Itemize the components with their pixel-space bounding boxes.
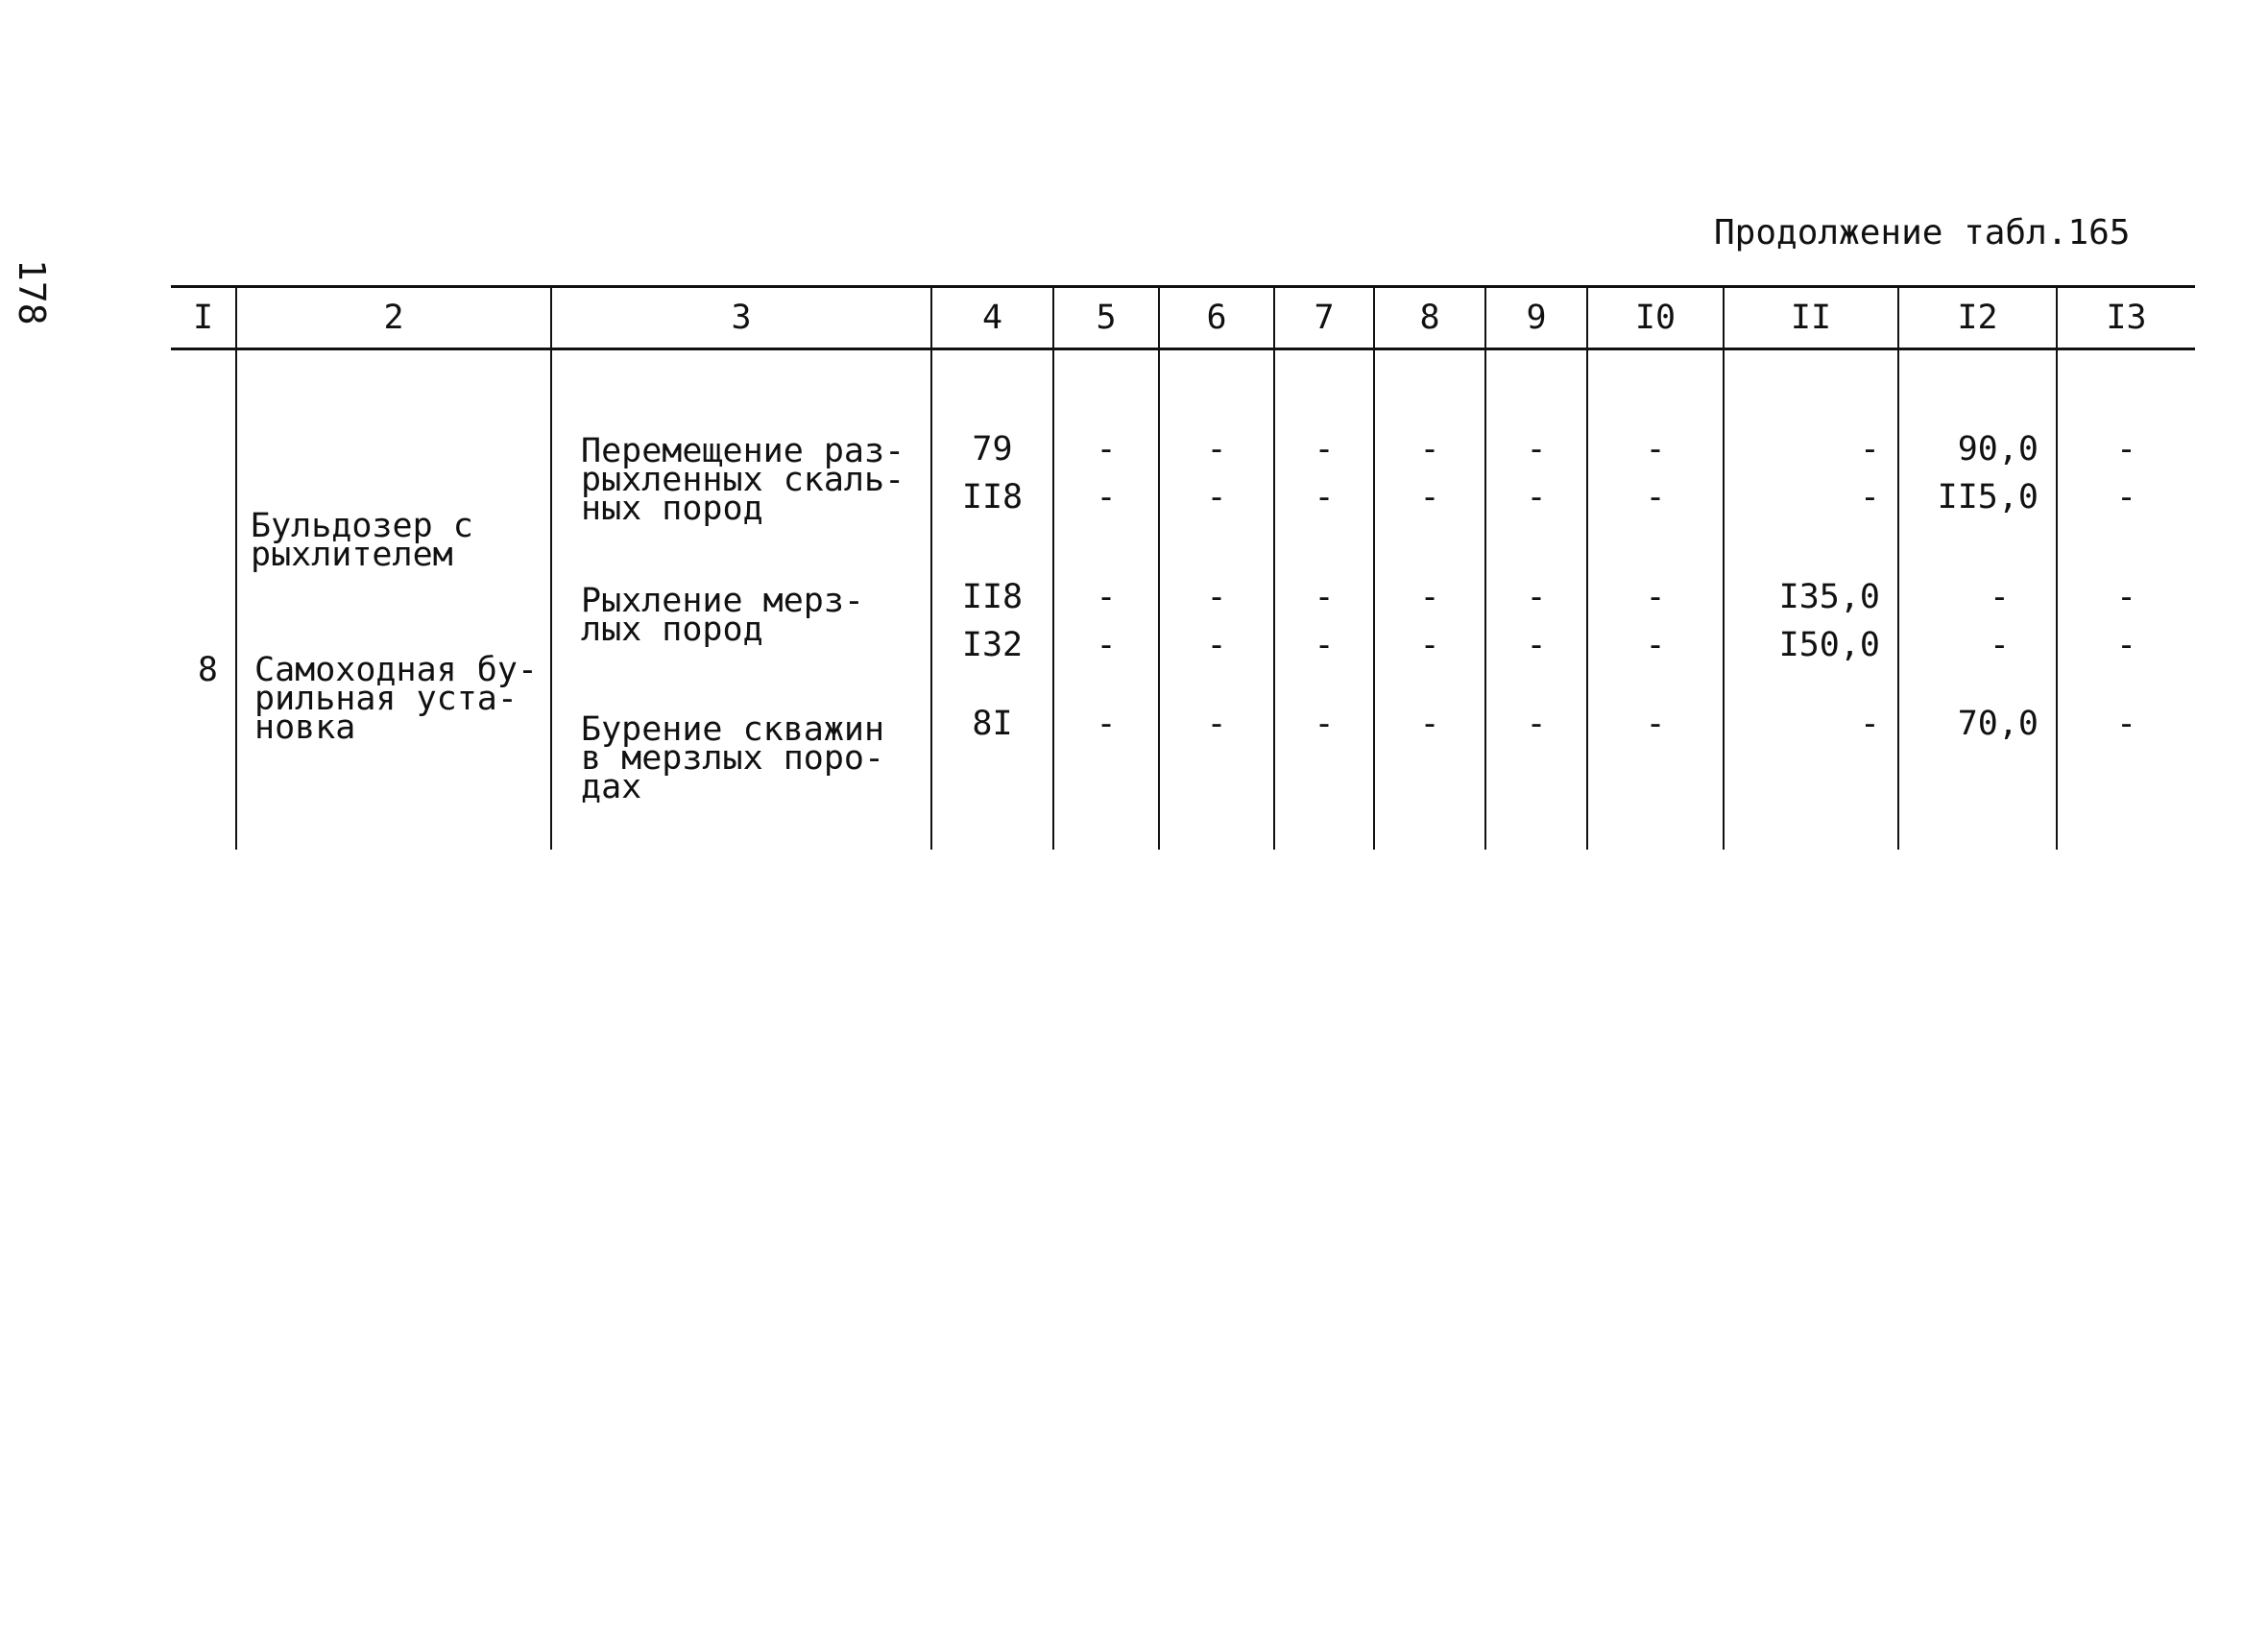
- value-cell: -: [1989, 626, 2010, 664]
- value-cell: I35,0: [1778, 578, 1880, 616]
- value-cell: -: [1314, 626, 1335, 664]
- column-header-7: 7: [1274, 287, 1374, 349]
- value-cell: -: [1096, 705, 1117, 743]
- value-cell: -: [1206, 478, 1227, 516]
- value-cell: II5,0: [1937, 478, 2039, 516]
- value-cell: I50,0: [1778, 626, 1880, 664]
- value-cell: -: [2115, 705, 2137, 743]
- column-header-3: 3: [551, 287, 931, 349]
- table-body-row: [171, 349, 2195, 851]
- column-4-cell: [931, 349, 1053, 851]
- table-continuation-caption: Продолжение табл.165: [1714, 213, 2131, 252]
- column-header-10: I0: [1587, 287, 1724, 349]
- value-cell: I32: [961, 626, 1024, 664]
- column-header-9: 9: [1485, 287, 1587, 349]
- value-cell: -: [1526, 578, 1547, 616]
- column-9-cell: [1485, 349, 1587, 851]
- machine-name: Самоходная бу- рильная уста- новка: [254, 651, 539, 747]
- column-11-cell: [1724, 349, 1898, 851]
- value-cell: -: [1645, 430, 1666, 468]
- value-cell: -: [1096, 478, 1117, 516]
- value-cell: -: [1526, 626, 1547, 664]
- column-5-cell: [1053, 349, 1159, 851]
- value-cell: -: [2115, 478, 2137, 516]
- value-cell: -: [1314, 578, 1335, 616]
- value-cell: -: [2115, 430, 2137, 468]
- value-cell: -: [1096, 430, 1117, 468]
- value-cell: -: [1419, 478, 1440, 516]
- value-cell: -: [1526, 478, 1547, 516]
- column-header-6: 6: [1159, 287, 1274, 349]
- value-cell: -: [1419, 626, 1440, 664]
- column-header-12: I2: [1898, 287, 2057, 349]
- column-header-8: 8: [1374, 287, 1485, 349]
- value-cell: -: [1419, 430, 1440, 468]
- column-header-11: II: [1724, 287, 1898, 349]
- value-cell: -: [1645, 578, 1666, 616]
- column-10-cell: [1587, 349, 1724, 851]
- column-header-2: 2: [236, 287, 551, 349]
- value-cell: -: [1314, 430, 1335, 468]
- value-cell: -: [1645, 626, 1666, 664]
- data-table: [171, 285, 2195, 850]
- value-cell: -: [1526, 705, 1547, 743]
- column-7-cell: [1274, 349, 1374, 851]
- column-header-13: I3: [2057, 287, 2195, 349]
- value-cell: -: [1989, 578, 2010, 616]
- value-cell: -: [1419, 578, 1440, 616]
- column-6-cell: [1159, 349, 1274, 851]
- value-cell: -: [1096, 578, 1117, 616]
- column-12-cell: [1898, 349, 2057, 851]
- value-cell: II8: [961, 578, 1024, 616]
- operation-description: Бурение скважин в мерзлых поро- дах: [581, 710, 885, 806]
- value-cell: -: [1206, 430, 1227, 468]
- column-2-cell: [236, 349, 551, 851]
- value-cell: -: [1859, 705, 1880, 743]
- value-cell: -: [1645, 478, 1666, 516]
- page-number: 178: [11, 259, 53, 325]
- column-header-5: 5: [1053, 287, 1159, 349]
- value-cell: 8I: [972, 705, 1013, 743]
- value-cell: -: [1859, 430, 1880, 468]
- column-1-cell: [171, 349, 236, 851]
- operation-description: Рыхление мерз- лых пород: [581, 582, 865, 649]
- value-cell: -: [1419, 705, 1440, 743]
- row-number: 8: [197, 651, 218, 689]
- value-cell: -: [2115, 578, 2137, 616]
- value-cell: -: [1859, 478, 1880, 516]
- operation-description: Перемещение раз- рыхленных скаль- ных пород: [581, 432, 905, 528]
- value-cell: -: [1206, 578, 1227, 616]
- value-cell: 90,0: [1957, 430, 2039, 468]
- header-row: [171, 287, 2195, 349]
- value-cell: -: [1096, 626, 1117, 664]
- column-3-cell: [551, 349, 931, 851]
- value-cell: -: [1206, 705, 1227, 743]
- column-13-cell: [2057, 349, 2195, 851]
- value-cell: -: [1645, 705, 1666, 743]
- value-cell: -: [1314, 705, 1335, 743]
- value-cell: -: [1314, 478, 1335, 516]
- value-cell: -: [2115, 626, 2137, 664]
- value-cell: 70,0: [1957, 705, 2039, 743]
- column-header-4: 4: [931, 287, 1053, 349]
- value-cell: -: [1526, 430, 1547, 468]
- machine-name: Бульдозер с рыхлителем: [251, 507, 473, 574]
- value-cell: -: [1206, 626, 1227, 664]
- column-8-cell: [1374, 349, 1485, 851]
- value-cell: II8: [961, 478, 1024, 516]
- column-header-1: I: [171, 287, 236, 349]
- value-cell: 79: [972, 430, 1013, 468]
